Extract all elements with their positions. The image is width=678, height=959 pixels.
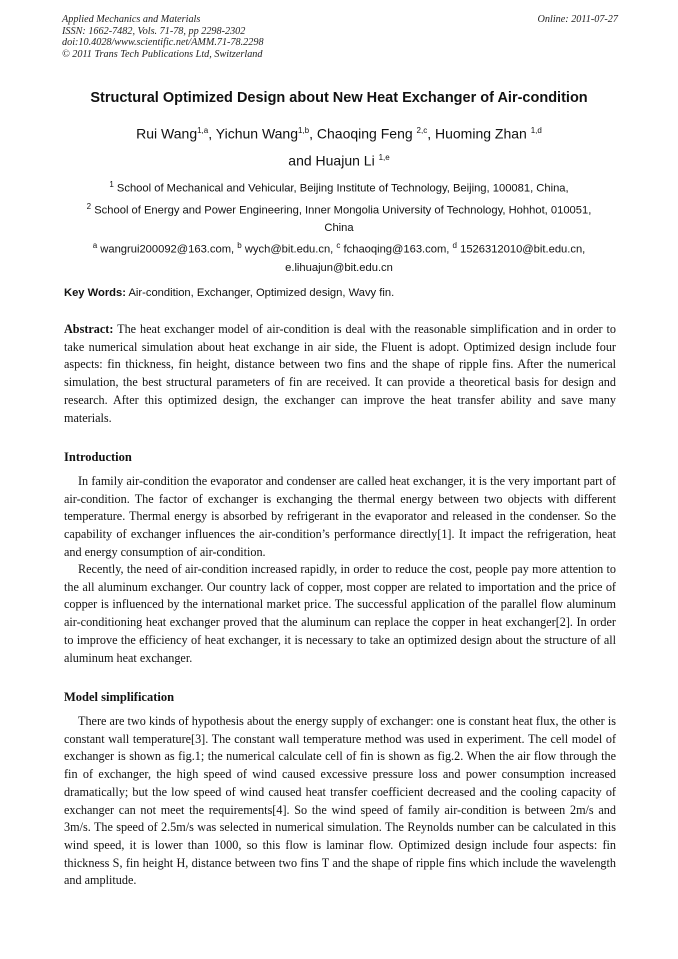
journal-header xyxy=(62,14,618,60)
author-name: and Huajun Li xyxy=(288,152,379,169)
email: wych@bit.edu.cn, xyxy=(241,244,337,257)
keywords xyxy=(64,287,620,299)
email-mark: b xyxy=(237,241,242,251)
author-affil-mark: 1,e xyxy=(378,152,390,162)
email: fchaoqing@163.com, xyxy=(340,244,453,257)
email-mark: a xyxy=(92,241,98,251)
author-name: , Huoming Zhan xyxy=(427,125,531,142)
affil-mark: 2 xyxy=(86,201,92,211)
abstract xyxy=(64,321,616,427)
email: e.lihuajun@bit.edu.cn xyxy=(285,262,393,275)
section-heading-introduction: Introduction xyxy=(64,450,132,464)
author-name: , Yichun Wang xyxy=(208,125,298,142)
email: wangrui200092@163.com, xyxy=(97,244,238,257)
paragraph: There are two kinds of hypothesis about the energy supply of exchanger: one is constant heat flux, the other is constant wall temperature[3]. The constant wall temperature method was used in experiment. The cell model of exchanger is shown as fig.1; the numerical calculate cell of fin is shown as fig.2. When the air flow through the fin of exchanger, the high speed of wind caused excessive pressure loss and power consumption increased dramatically; but the low speed of wind caused heat transfer coefficient decreased and the cooling capacity of exchanger can not meet the requirements[4]. So the wind speed of family air-condition is between 2m/s and 3m/s. The speed of 2.5m/s was selected in numerical simulation. The Reynolds number can be calculated in this wind speed, it is lower than 1000, so this flow is laminar flow. Optimized design include four aspects: fin thickness S, fin height H, distance between two fins T and the shape of ripple fins which include the wavelength and amplitude. xyxy=(64,714,616,888)
email-mark: d xyxy=(452,241,457,251)
author-affil-mark: 1,a xyxy=(197,126,209,135)
paper-title: Structural Optimized Design about New Heat Exchanger of Air-condition xyxy=(90,90,588,106)
paragraph: In family air-condition the evaporator and condenser are called heat exchanger, it is the very important part of air-condition. The factor of exchanger is exchanging the thermal energy between two objects with different temperature. Thermal energy is absorbed by refrigerant in the evaporator and released in the condenser. So the capability of exchanger influences the air-condition’s performance directly[1]. It impact the refrigeration, heat and energy consumption of air-condition. xyxy=(64,474,616,559)
journal-name: Applied Mechanics and Materials xyxy=(62,14,201,25)
affil-mark: 1 xyxy=(109,180,114,189)
online-date: Online: 2011-07-27 xyxy=(537,14,618,25)
abstract-text: The heat exchanger model of air-condition is deal with the reasonable simplification and in order to take numerical simulation about heat exchange in air side, the Fluent is adopt. Optimized design include four aspects: fin thickness, fin height, distance between two fins and the shape of ripple fins. After the numerical simulation, the best structural parameters of fin are received. It can provide a theoretical basis for design and research. After this optimized design, the exchanger can improve the heat transfer ability and save many materials. xyxy=(64,322,616,425)
author-name: Rui Wang xyxy=(136,125,198,142)
abstract-label: Abstract: xyxy=(64,322,114,336)
paragraph: Recently, the need of air-condition increased rapidly, in order to reduce the cost, people pay more attention to the all aluminum exchanger. Our country lack of copper, most copper are related to importation and the price of copper is influenced by the international market price. The successful application of the parallel flow aluminum air-conditioning heat exchanger proved that the aluminum can replace the copper in heat exchanger[2]. In order to improve the efficiency of heat exchanger, it is necessary to take an optimized design about the structure of all aluminum heat exchanger. xyxy=(64,562,616,665)
email: 1526312010@bit.edu.cn, xyxy=(456,244,586,257)
author-affil-mark: 1,b xyxy=(298,126,310,135)
keywords-text: Air-condition, Exchanger, Optimized design, Wavy fin. xyxy=(125,287,395,299)
affiliation-1: School of Mechanical and Vehicular, Beijing Institute of Technology, Beijing, 100081, China, xyxy=(113,182,569,195)
affiliation-2: School of Energy and Power Engineering, Inner Mongolia University of Technology, Hohhot, 010051, China xyxy=(91,204,592,235)
affiliations xyxy=(40,176,638,277)
author-name: , Chaoqing Feng xyxy=(309,125,417,142)
author-affil-mark: 1,d xyxy=(530,126,542,135)
email-mark: c xyxy=(336,241,341,251)
issn-line: ISSN: 1662-7482, Vols. 71-78, pp 2298-2302 xyxy=(62,25,246,37)
keywords-label: Key Words: xyxy=(64,287,126,299)
author-affil-mark: 2,c xyxy=(416,126,428,135)
section-heading-model: Model simplification xyxy=(64,690,175,704)
author-list xyxy=(40,119,638,172)
copyright-line: © 2011 Trans Tech Publications Ltd, Switzerland xyxy=(62,48,263,60)
doi-line: doi:10.4028/www.scientific.net/AMM.71-78.2298 xyxy=(62,37,264,49)
